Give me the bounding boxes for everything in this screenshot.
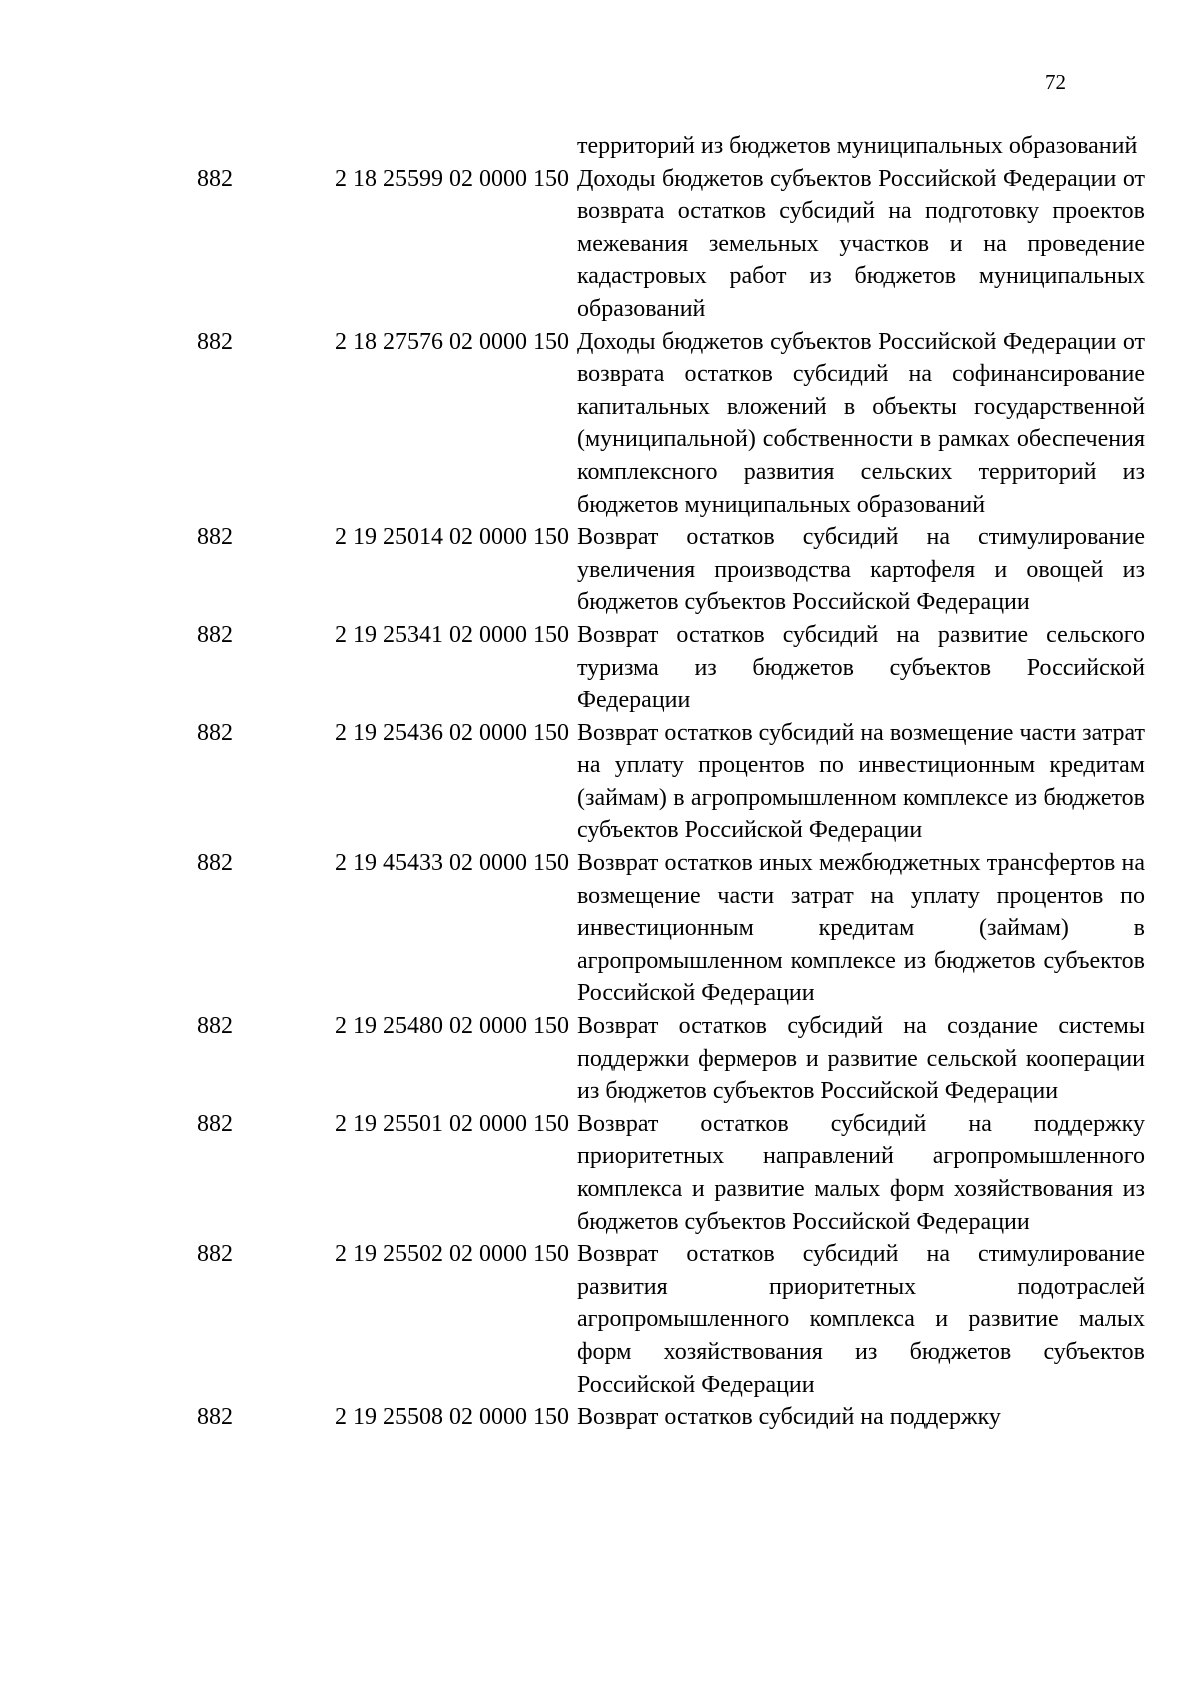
- admin-code: 882: [197, 1110, 233, 1137]
- table-row: [0, 130, 1200, 163]
- admin-code: 882: [197, 621, 233, 648]
- income-description: Возврат остатков субсидий на поддержку приоритетных направлений агропромышленного комплекса и развитие малых форм хозяйствования из бюджетов субъектов Российской Федерации: [577, 1110, 1145, 1235]
- table-row: [0, 326, 1200, 522]
- budget-classification-code: 2 18 25599 02 0000 150: [335, 165, 569, 192]
- budget-classification-code: 2 19 25436 02 0000 150: [335, 719, 569, 746]
- income-description: Доходы бюджетов субъектов Российской Федерации от возврата остатков субсидий на софинансирование капитальных вложений в объекты государственной (муниципальной) собственности в рамках обеспечения комплексного развития сельских территорий из бюджетов муниципальных образований: [577, 328, 1145, 518]
- table-row: [0, 847, 1200, 1010]
- income-description: Возврат остатков субсидий на создание системы поддержки фермеров и развитие сельской кооперации из бюджетов субъектов Российской Федерации: [577, 1013, 1145, 1105]
- budget-classification-code: 2 19 25502 02 0000 150: [335, 1241, 569, 1268]
- table-row: [0, 163, 1200, 326]
- budget-classification-code: 2 19 25480 02 0000 150: [335, 1013, 569, 1040]
- table-row: [0, 521, 1200, 619]
- admin-code: 882: [197, 1241, 233, 1268]
- income-description: Доходы бюджетов субъектов Российской Федерации от возврата остатков субсидий на подготовку проектов межевания земельных участков и на проведение кадастровых работ из бюджетов муниципальных образований: [577, 165, 1145, 322]
- budget-classification-code: 2 18 27576 02 0000 150: [335, 328, 569, 355]
- admin-code: 882: [197, 165, 233, 192]
- table-row: [0, 619, 1200, 717]
- admin-code: 882: [197, 328, 233, 355]
- budget-classification-code: 2 19 25014 02 0000 150: [335, 524, 569, 551]
- income-description: Возврат остатков иных межбюджетных трансфертов на возмещение части затрат на уплату процентов по инвестиционным кредитам (займам) в агропромышленном комплексе из бюджетов субъектов Российской Федерации: [577, 850, 1145, 1007]
- income-description: Возврат остатков субсидий на поддержку: [577, 1404, 1001, 1431]
- admin-code: 882: [197, 719, 233, 746]
- admin-code: 882: [197, 524, 233, 551]
- income-description: Возврат остатков субсидий на развитие сельского туризма из бюджетов субъектов Российской Федерации: [577, 621, 1145, 714]
- table-row: [0, 1108, 1200, 1238]
- admin-code: 882: [197, 1013, 233, 1040]
- income-description: территорий из бюджетов муниципальных образований: [577, 133, 1138, 159]
- admin-code: 882: [197, 850, 233, 877]
- income-description: Возврат остатков субсидий на стимулирование увеличения производства картофеля и овощей из бюджетов субъектов Российской Федерации: [577, 524, 1145, 616]
- admin-code: 882: [197, 1404, 233, 1431]
- budget-classification-code: 2 19 45433 02 0000 150: [335, 850, 569, 877]
- table-row: [0, 1401, 1200, 1434]
- table-row: [0, 1238, 1200, 1401]
- budget-classification-code: 2 19 25501 02 0000 150: [335, 1110, 569, 1137]
- income-description: Возврат остатков субсидий на стимулирование развития приоритетных подотраслей агропромышленного комплекса и развитие малых форм хозяйствования из бюджетов субъектов Российской Федерации: [577, 1241, 1145, 1398]
- income-description: Возврат остатков субсидий на возмещение части затрат на уплату процентов по инвестиционным кредитам (займам) в агропромышленном комплексе из бюджетов субъектов Российской Федерации: [577, 719, 1145, 844]
- page-number: 72: [1045, 70, 1066, 94]
- budget-classification-code: 2 19 25341 02 0000 150: [335, 621, 569, 648]
- budget-code-table: [0, 130, 1200, 1434]
- table-row: [0, 1010, 1200, 1108]
- budget-classification-code: 2 19 25508 02 0000 150: [335, 1404, 569, 1431]
- table-row: [0, 717, 1200, 847]
